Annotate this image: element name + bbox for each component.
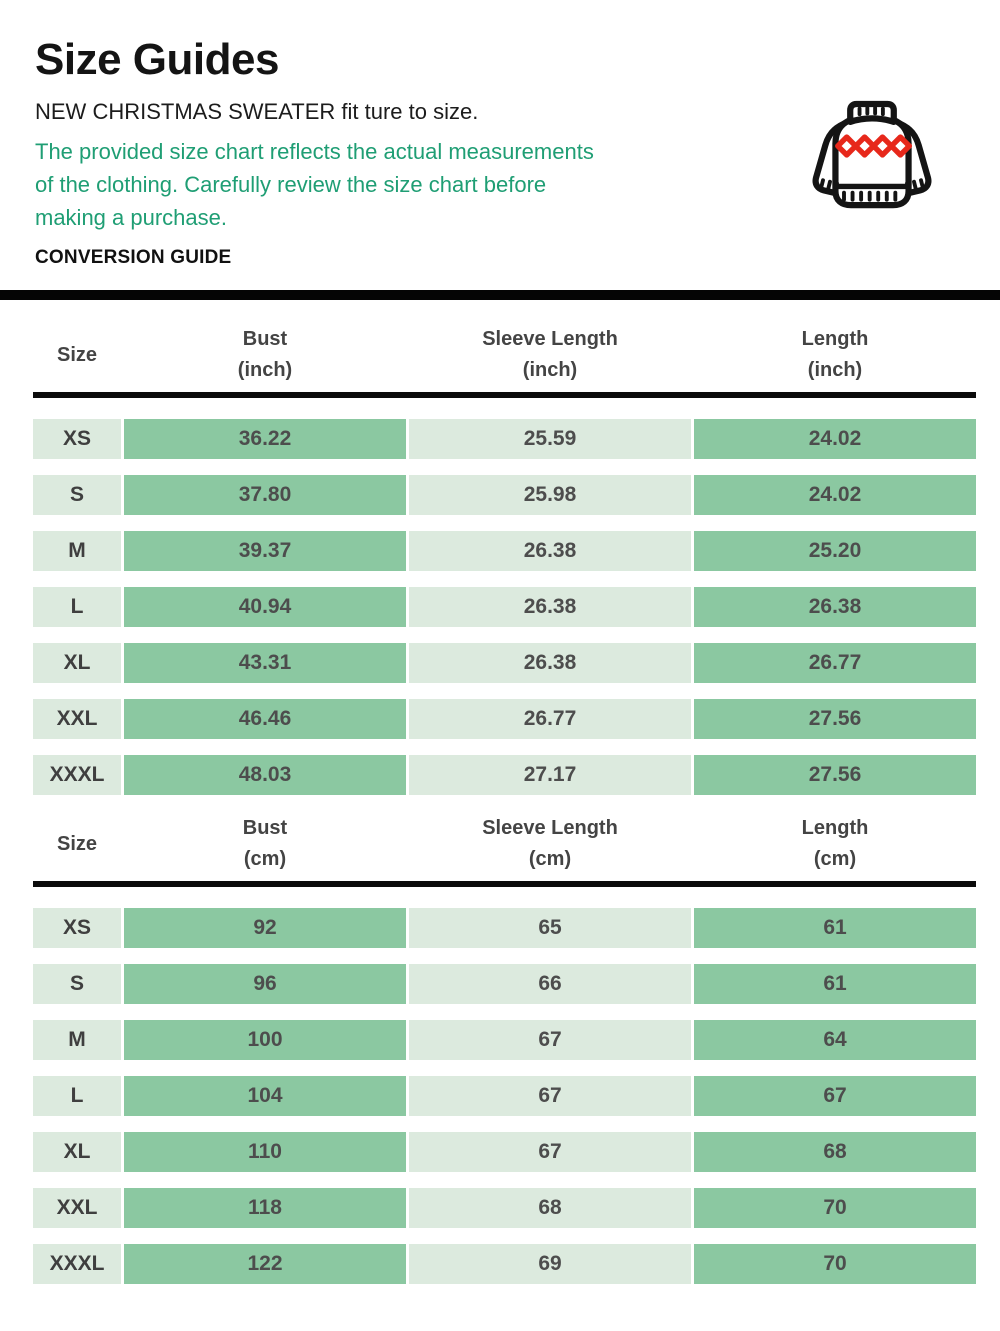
length-value: 61 [694,964,976,1004]
col-header-unit: (cm) [813,848,857,871]
sleeve-length-value: 25.59 [409,419,691,459]
col-header-size [33,345,121,365]
table-header-cm [33,815,976,881]
col-header-unit: (inch) [807,359,863,382]
size-label: S [33,475,121,515]
bust-value: 96 [124,964,406,1004]
col-header-label: Length [801,817,869,840]
col-header-size [33,834,121,854]
sleeve-length-value: 26.38 [409,643,691,683]
col-header-unit: (cm) [528,848,572,871]
size-table-inch [33,326,976,795]
bust-value: 100 [124,1020,406,1060]
size-label: L [33,1076,121,1116]
col-header-label: Size [56,832,98,855]
length-value: 24.02 [694,475,976,515]
size-label: L [33,587,121,627]
size-label: S [33,964,121,1004]
col-header-length [694,329,976,380]
size-row-xxxl-cm [33,1244,976,1284]
bust-value: 37.80 [124,475,406,515]
table-rows-cm [33,887,976,1284]
size-row-l-inch [33,587,976,627]
table-header-inch [33,326,976,392]
table-rows-inch [33,398,976,795]
size-label: XL [33,643,121,683]
col-header-unit: (inch) [237,359,293,382]
size-row-s-cm [33,964,976,1004]
size-chart-description [35,135,735,234]
bust-value: 40.94 [124,587,406,627]
sleeve-length-value: 25.98 [409,475,691,515]
length-value: 24.02 [694,419,976,459]
sleeve-length-value: 26.77 [409,699,691,739]
col-header-label: Sleeve Length [482,817,618,840]
size-label: XXXL [33,1244,121,1284]
bust-value: 46.46 [124,699,406,739]
size-row-s-inch [33,475,976,515]
length-value: 27.56 [694,699,976,739]
size-label: XL [33,1132,121,1172]
col-header-sleeve-length [409,329,691,380]
christmas-sweater-icon [802,96,942,224]
size-label: XXL [33,1188,121,1228]
bust-value: 104 [124,1076,406,1116]
length-value: 70 [694,1188,976,1228]
bust-value: 92 [124,908,406,948]
size-table-cm [33,815,976,1284]
length-value: 26.38 [694,587,976,627]
length-value: 70 [694,1244,976,1284]
page-title: Size Guides [35,35,279,84]
size-row-xxl-inch [33,699,976,739]
size-label: XS [33,419,121,459]
col-header-label: Bust [242,817,288,840]
page-header [0,0,1000,269]
bust-value: 36.22 [124,419,406,459]
conversion-guide-label: CONVERSION GUIDE [35,246,232,268]
length-value: 64 [694,1020,976,1060]
sleeve-length-value: 26.38 [409,587,691,627]
bust-value: 122 [124,1244,406,1284]
size-row-xxl-cm [33,1188,976,1228]
sleeve-length-value: 26.38 [409,531,691,571]
length-value: 26.77 [694,643,976,683]
col-header-label: Bust [242,328,288,351]
size-row-xs-inch [33,419,976,459]
length-value: 27.56 [694,755,976,795]
sleeve-length-value: 69 [409,1244,691,1284]
size-label: XXL [33,699,121,739]
length-value: 61 [694,908,976,948]
page-subtitle: NEW CHRISTMAS SWEATER fit ture to size. [35,99,479,125]
length-value: 25.20 [694,531,976,571]
description-line: making a purchase. [35,204,227,230]
bust-value: 118 [124,1188,406,1228]
bust-value: 48.03 [124,755,406,795]
col-header-unit: (inch) [522,359,578,382]
size-row-xl-inch [33,643,976,683]
col-header-label: Sleeve Length [482,328,618,351]
sleeve-length-value: 67 [409,1132,691,1172]
bust-value: 43.31 [124,643,406,683]
size-row-l-cm [33,1076,976,1116]
size-label: XXXL [33,755,121,795]
col-header-length [694,818,976,869]
sleeve-length-value: 27.17 [409,755,691,795]
size-label: M [33,531,121,571]
col-header-label: Length [801,328,869,351]
col-header-bust [124,329,406,380]
length-value: 67 [694,1076,976,1116]
length-value: 68 [694,1132,976,1172]
bust-value: 39.37 [124,531,406,571]
col-header-unit: (cm) [243,848,287,871]
sleeve-length-value: 67 [409,1076,691,1116]
col-header-sleeve-length [409,818,691,869]
sleeve-length-value: 68 [409,1188,691,1228]
col-header-bust [124,818,406,869]
sleeve-length-value: 67 [409,1020,691,1060]
bust-value: 110 [124,1132,406,1172]
sleeve-length-value: 65 [409,908,691,948]
size-row-m-cm [33,1020,976,1060]
size-row-xl-cm [33,1132,976,1172]
sleeve-length-value: 66 [409,964,691,1004]
size-row-xs-cm [33,908,976,948]
top-divider-bar [0,290,1000,300]
size-label: XS [33,908,121,948]
size-label: M [33,1020,121,1060]
size-row-m-inch [33,531,976,571]
description-line: The provided size chart reflects the actual measurements [35,138,594,164]
description-line: of the clothing. Carefully review the size chart before [35,171,547,197]
col-header-label: Size [56,343,98,366]
size-row-xxxl-inch [33,755,976,795]
